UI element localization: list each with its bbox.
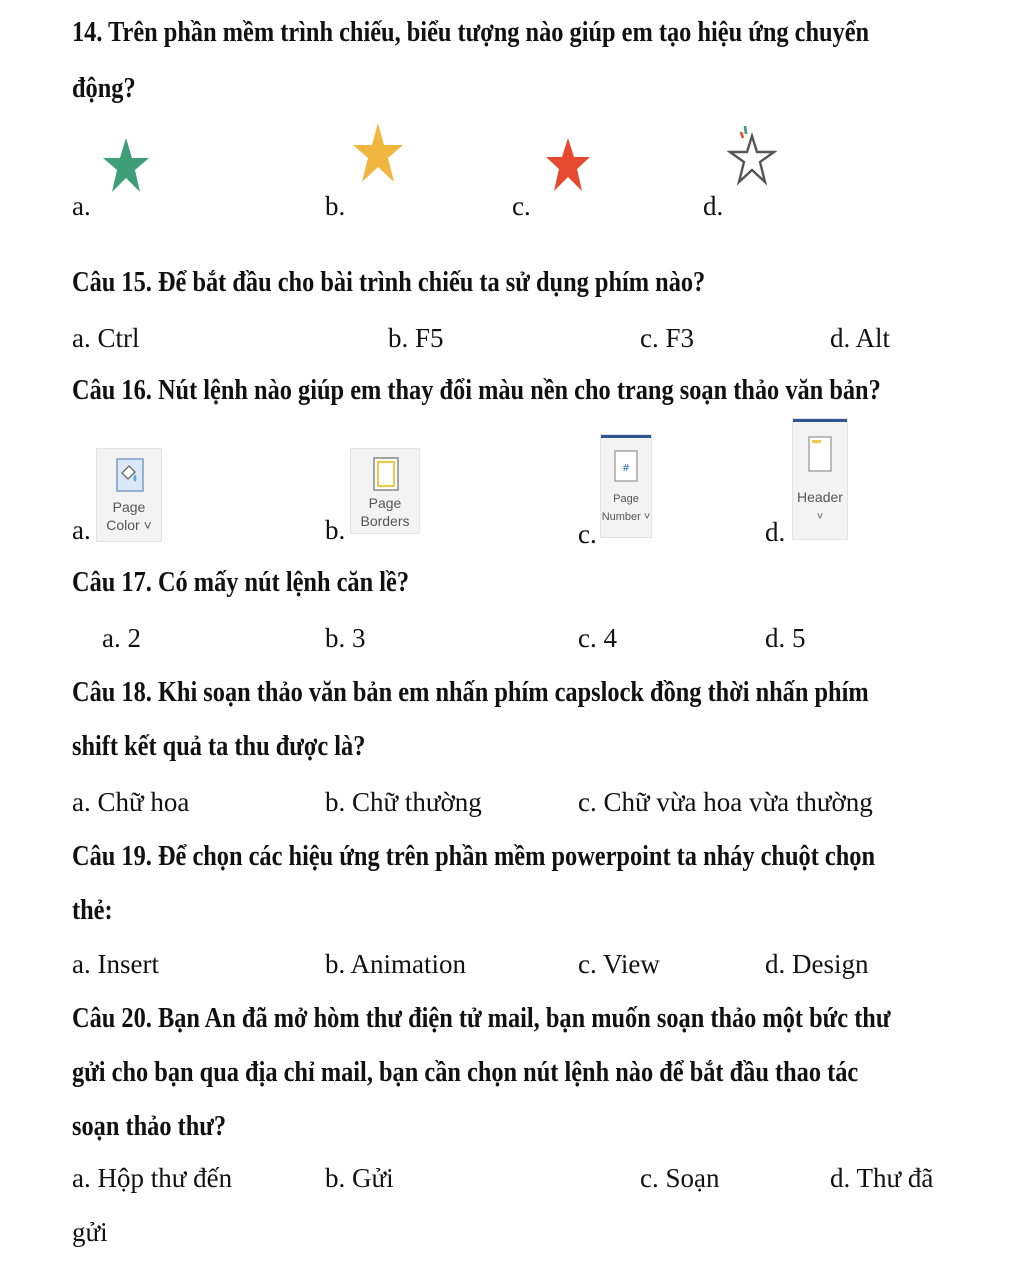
q14-option-a: a. [72,191,91,221]
q18-option-c: c. Chữ vừa hoa vừa thường [578,787,873,817]
q17-option-d: d. 5 [765,623,806,653]
q15-title: Câu 15. Để bắt đầu cho bài trình chiếu ta sử dụng phím nào? [72,266,706,298]
q20-title-line1: Câu 20. Bạn An đã mở hòm thư điện tử mail, bạn muốn soạn thảo một bức thư [72,1002,891,1034]
header-icon [807,435,833,475]
page-color-label1: Page [112,499,146,515]
star-red-icon [545,136,591,194]
q17-option-a: a. 2 [102,623,141,653]
q14-option-c: c. [512,191,531,221]
header-topbar [793,419,847,422]
q19-option-c: c. View [578,949,660,979]
q20-title-line2: gửi cho bạn qua địa chỉ mail, bạn cần chọn nút lệnh nào để bắt đầu thao tác [72,1056,859,1088]
page-number-button [600,434,652,538]
q19-option-b: b. Animation [325,949,466,979]
q14-option-b: b. [325,191,346,221]
q20-option-d: d. Thư đã [830,1163,934,1193]
q19-option-a: a. Insert [72,949,159,979]
q17-title: Câu 17. Có mấy nút lệnh căn lề? [72,566,410,598]
q16-option-b: b. [325,515,346,545]
q18-title-line1: Câu 18. Khi soạn thảo văn bản em nhấn phím capslock đồng thời nhấn phím [72,676,869,708]
header-button [792,418,848,540]
animation-star-icon [727,122,777,188]
q16-option-d: d. [765,517,786,547]
q20-option-c: c. Soạn [640,1163,720,1193]
star-gold-icon [352,121,404,185]
q19-title-line1: Câu 19. Để chọn các hiệu ứng trên phần mềm powerpoint ta nháy chuột chọn [72,840,876,872]
q15-option-c: c. F3 [640,323,694,353]
page-number-topbar [601,435,651,438]
q18-option-b: b. Chữ thường [325,787,482,817]
q18-option-a: a. Chữ hoa [72,787,190,817]
q14-option-d: d. [703,191,724,221]
q19-option-d: d. Design [765,949,869,979]
q20-option-d-continued: gửi [72,1217,108,1247]
q15-option-b: b. F5 [388,323,444,353]
svg-text:#: # [621,463,631,474]
q16-option-c: c. [578,519,597,549]
q18-title-line2: shift kết quả ta thu được là? [72,730,366,762]
q16-option-a: a. [72,515,91,545]
q17-option-b: b. 3 [325,623,366,653]
q20-title-line3: soạn thảo thư? [72,1110,227,1142]
page-number-icon [613,449,639,483]
q16-title: Câu 16. Nút lệnh nào giúp em thay đổi màu nền cho trang soạn thảo văn bản? [72,374,881,406]
page-borders-icon [369,455,403,495]
page-borders-label2: Borders [360,513,410,529]
star-green-icon [102,136,150,196]
page-color-button [96,448,162,542]
page-number-label2: Number ˅ [601,511,651,523]
q15-option-d: d. Alt [830,323,891,353]
page-color-icon [111,455,149,495]
header-label2: ˅ [816,511,824,523]
q14-title-line2: động? [72,72,136,104]
page-borders-label1: Page [368,495,402,511]
page-number-label1: Page [613,493,639,505]
page-color-label2: Color ˅ [106,517,152,533]
q14-title-line1: 14. Trên phần mềm trình chiếu, biểu tượng nào giúp em tạo hiệu ứng chuyển [72,16,870,48]
header-label1: Header [797,489,843,505]
q19-title-line2: thẻ: [72,894,113,926]
q20-option-a: a. Hộp thư đến [72,1163,233,1193]
q20-option-b: b. Gửi [325,1163,394,1193]
q15-option-a: a. Ctrl [72,323,140,353]
page-borders-button [350,448,420,534]
q17-option-c: c. 4 [578,623,617,653]
